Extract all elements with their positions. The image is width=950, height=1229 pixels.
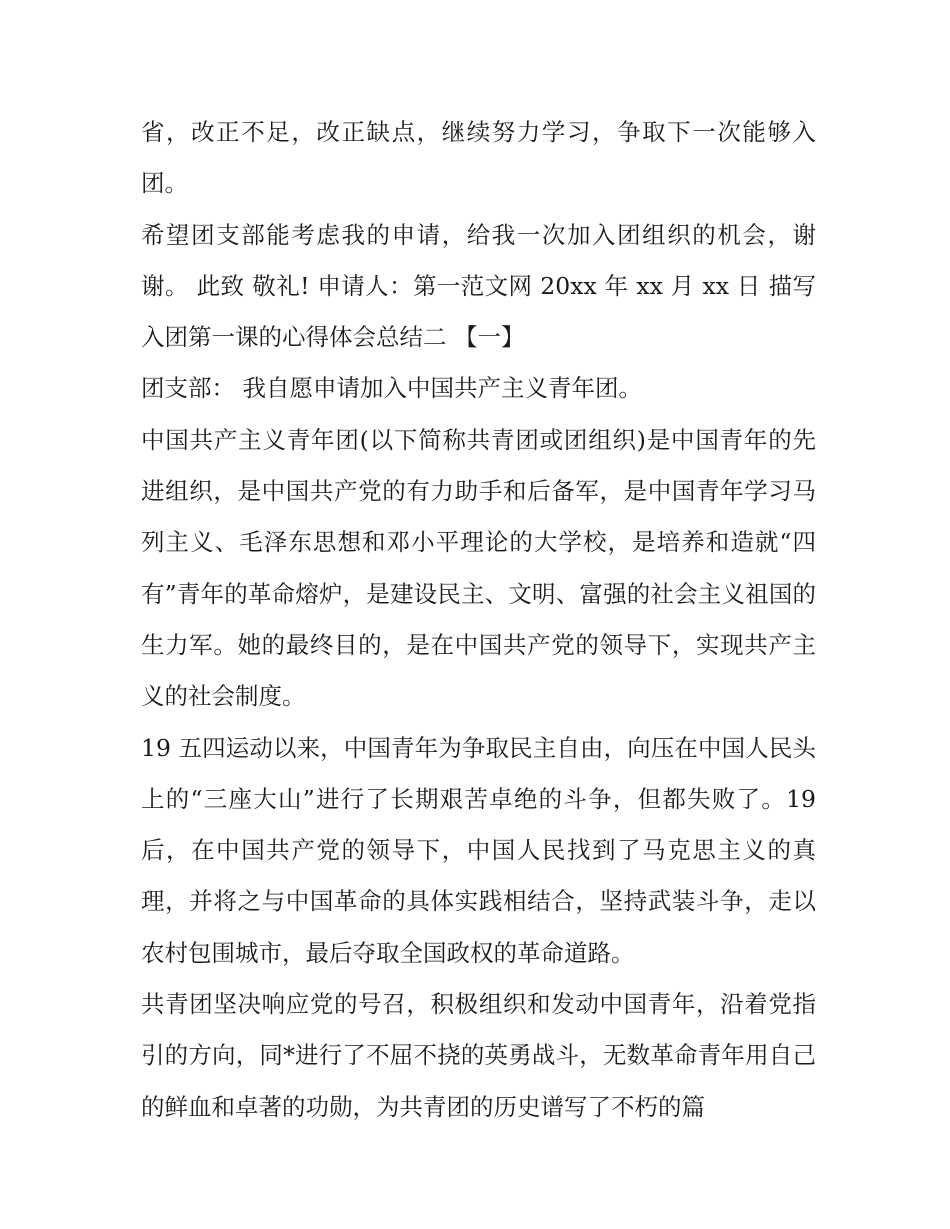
paragraph-2: 希望团支部能考虑我的申请，给我一次加入团组织的机会，谢谢。 此致 敬礼! 申请人：第一范文网 20xx 年 xx 月 xx 日 描写入团第一课的心得体会总结二 【一】 [141, 220, 816, 352]
paragraph-5: 19 五四运动以来，中国青年为争取民主自由，向压在中国人民头上的“三座大山”进行了长期艰苦卓绝的斗争，但都失败了。19 后，在中国共产党的领导下，中国人民找到了马克思主义的真理，并将之与中国革命的具体实践相结合，坚持武装斗争，走以农村包围城市，最后夺取全国政权的革命道路。 [141, 733, 824, 967]
paragraph-3: 团支部： 我自愿申请加入中国共产主义青年团。 [141, 374, 642, 403]
paragraph-4: 中国共产主义青年团(以下简称共青团或团组织)是中国青年的先进组织，是中国共产党的有力助手和后备军，是中国青年学习马列主义、毛泽东思想和邓小平理论的大学校，是培养和造就“四有”青年的革命熔炉，是建设民主、文明、富强的社会主义祖国的生力军。她的最终目的，是在中国共产党的领导下，实现共产主义的社会制度。 [141, 425, 816, 711]
paragraph-6: 共青团坚决响应党的号召，积极组织和发动中国青年，沿着党指引的方向，同*进行了不屈不挠的英勇战斗，无数革命青年用自己的鲜血和卓著的功勋，为共青团的历史谱写了不朽的篇 [141, 990, 816, 1121]
document-body [141, 107, 824, 1133]
paragraph-1: 省，改正不足，改正缺点，继续努力学习，争取下一次能够入团。 [141, 118, 816, 198]
